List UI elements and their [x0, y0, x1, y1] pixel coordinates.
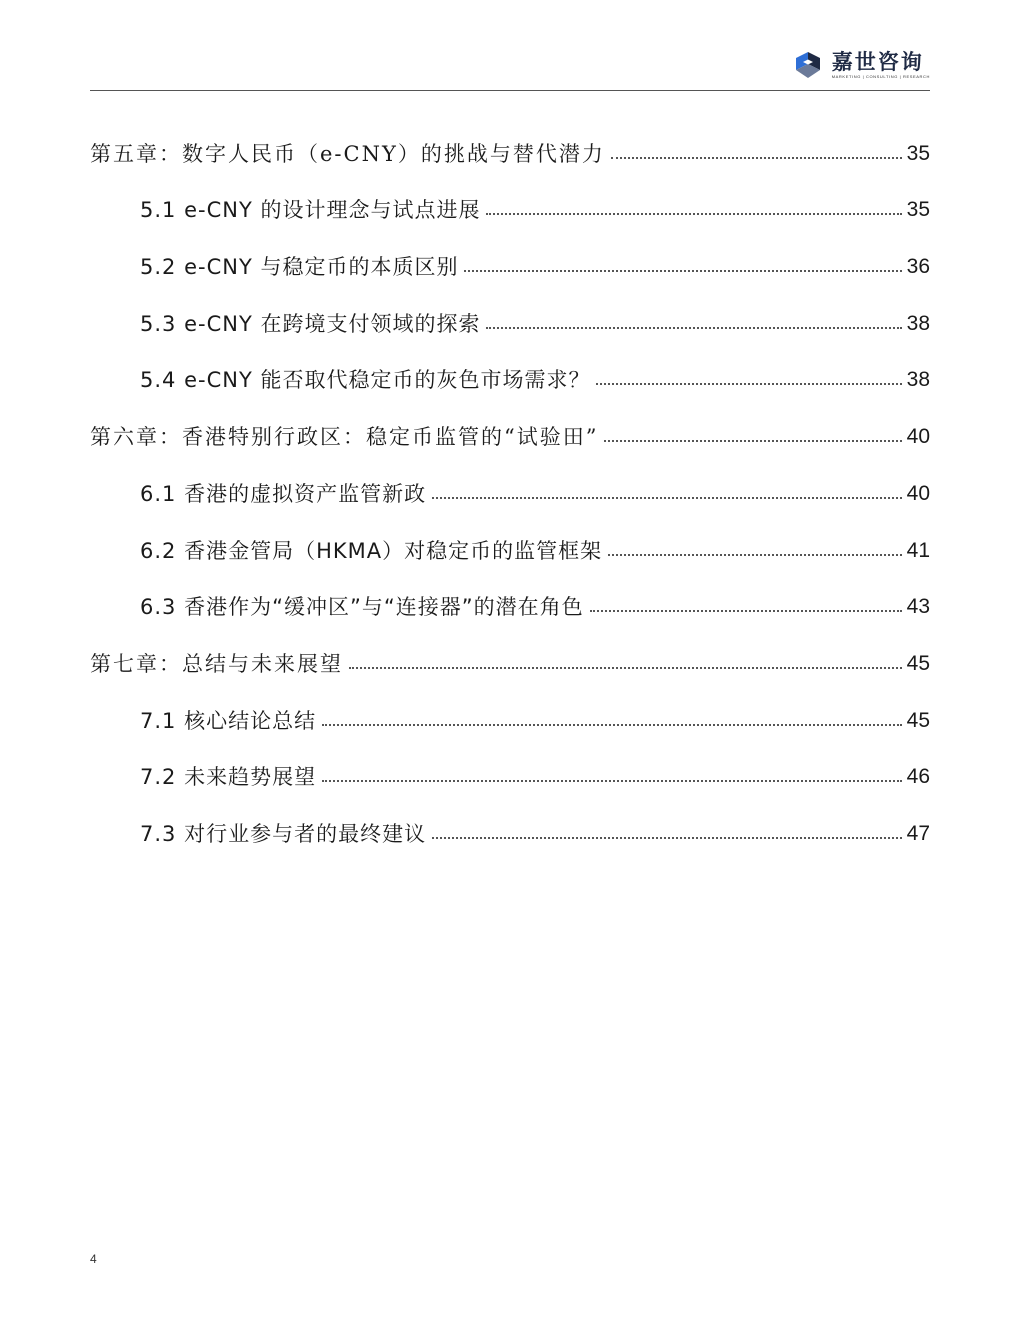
toc-section-entry[interactable]: [90, 678, 930, 735]
toc-section-entry[interactable]: [90, 735, 930, 792]
toc-section-entry[interactable]: [90, 338, 930, 395]
toc-entry-page: 36: [906, 255, 930, 279]
toc-entry-page: 35: [906, 141, 930, 165]
toc-dot-leader: [608, 554, 902, 556]
toc-section-entry[interactable]: [90, 508, 930, 565]
page-header: [90, 40, 930, 92]
toc-dot-leader: [349, 667, 902, 669]
toc-section-entry[interactable]: [90, 791, 930, 848]
toc-entry-page: 35: [906, 198, 930, 222]
toc-section-entry[interactable]: [90, 565, 930, 622]
toc-section-entry[interactable]: [90, 281, 930, 338]
toc-entry-title: 6.3 香港作为“缓冲区”与“连接器”的潜在角色: [140, 595, 584, 620]
table-of-contents: [90, 111, 930, 848]
toc-entry-title: 5.4 e-CNY 能否取代稳定币的灰色市场需求？: [140, 368, 591, 393]
toc-dot-leader: [486, 213, 902, 215]
toc-dot-leader: [432, 497, 902, 499]
toc-entry-page: 40: [906, 425, 930, 449]
toc-section-entry[interactable]: [90, 224, 930, 281]
toc-dot-leader: [596, 383, 902, 385]
toc-dot-leader: [486, 327, 902, 329]
toc-dot-leader: [322, 724, 902, 726]
logo-mark-icon: [792, 48, 826, 82]
toc-entry-title: 第七章：总结与未来展望: [90, 651, 343, 676]
toc-entry-page: 46: [906, 765, 930, 789]
toc-chapter-entry[interactable]: [90, 621, 930, 678]
toc-chapter-entry[interactable]: [90, 394, 930, 451]
logo-text: [832, 50, 930, 80]
toc-entry-title: 6.1 香港的虚拟资产监管新政: [140, 481, 427, 506]
toc-section-entry[interactable]: [90, 168, 930, 225]
toc-section-entry[interactable]: [90, 451, 930, 508]
toc-entry-title: 7.2 未来趋势展望: [140, 765, 317, 790]
toc-entry-title: 7.3 对行业参与者的最终建议: [140, 821, 427, 846]
page-number: 4: [90, 1252, 97, 1266]
toc-entry-page: 38: [906, 311, 930, 335]
logo-name: 嘉世咨询: [831, 50, 924, 74]
toc-entry-page: 45: [906, 708, 930, 732]
toc-entry-page: 41: [906, 538, 930, 562]
toc-entry-title: 6.2 香港金管局（HKMA）对稳定币的监管框架: [140, 538, 603, 563]
toc-entry-page: 38: [906, 368, 930, 392]
toc-dot-leader: [590, 610, 902, 612]
toc-entry-page: 45: [906, 651, 930, 675]
toc-dot-leader: [611, 157, 902, 159]
toc-chapter-entry[interactable]: [90, 111, 930, 168]
toc-entry-title: 5.3 e-CNY 在跨境支付领域的探索: [140, 311, 481, 336]
toc-dot-leader: [432, 837, 902, 839]
toc-entry-page: 43: [906, 595, 930, 619]
toc-entry-title: 第六章：香港特别行政区：稳定币监管的“试验田”: [90, 425, 599, 450]
header-divider: [90, 90, 930, 91]
toc-dot-leader: [322, 780, 902, 782]
toc-entry-title: 第五章：数字人民币（e-CNY）的挑战与替代潜力: [90, 141, 605, 166]
toc-entry-title: 7.1 核心结论总结: [140, 708, 317, 733]
toc-entry-page: 47: [906, 821, 930, 845]
toc-dot-leader: [464, 270, 902, 272]
toc-dot-leader: [604, 440, 902, 442]
company-logo: [792, 48, 930, 82]
toc-entry-title: 5.2 e-CNY 与稳定币的本质区别: [140, 255, 459, 280]
logo-tagline: MARKETING | CONSULTING | RESEARCH: [831, 74, 930, 79]
toc-entry-page: 40: [906, 481, 930, 505]
toc-entry-title: 5.1 e-CNY 的设计理念与试点进展: [140, 198, 481, 223]
